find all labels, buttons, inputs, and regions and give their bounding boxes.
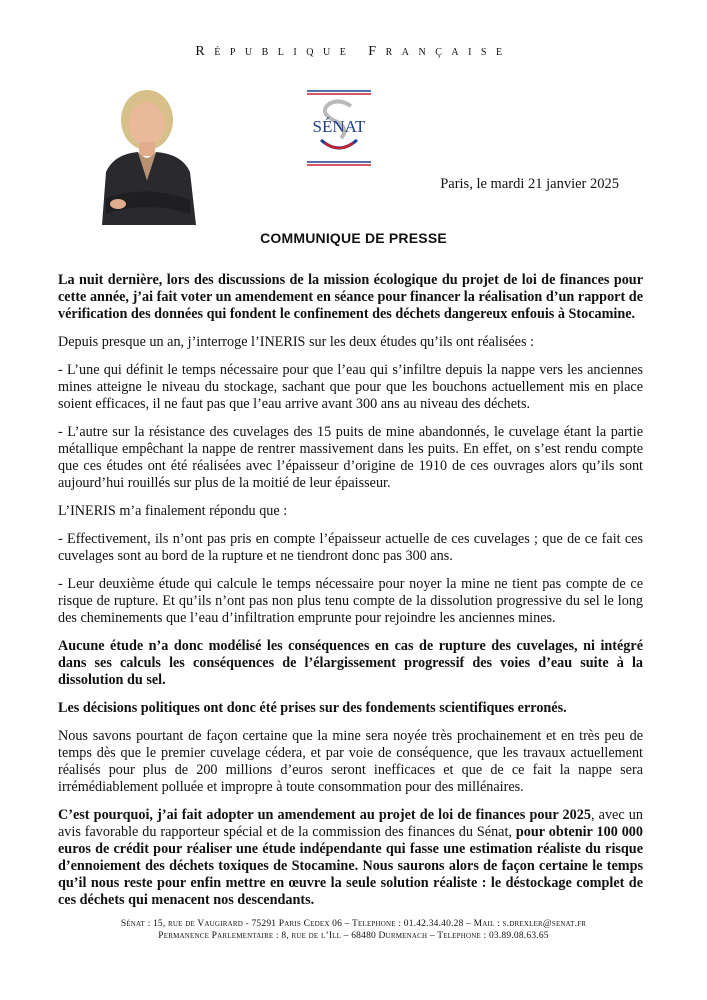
senator-portrait: [92, 80, 202, 225]
press-release-body: [58, 272, 643, 920]
paragraph-intro: La nuit dernière, lors des discussions de la mission écologique du projet de loi de finances pour cette année, j’ai fait voter un amendement en séance pour financer la réalisation d’un rapport de vérification des données qui fondent le confinement des déchets dangereux enfouis à Stocamine.: [58, 272, 643, 322]
paragraph-decisions: Les décisions politiques ont donc été prises sur des fondements scientifiques erronés.: [58, 700, 567, 716]
paragraph-no-study: Aucune étude n’a donc modélisé les conséquences en cas de rupture des cuvelages, ni intégré dans ses calculs les conséquences de l’élargissement progressif des voies d’eau suite à la dissolution du sel.: [58, 638, 643, 688]
paragraph-ineris-question: Depuis presque un an, j’interroge l’INERIS sur les deux études qu’ils ont réalisées :: [58, 334, 534, 350]
paragraph-answer-one: - Effectivement, ils n’ont pas pris en compte l’épaisseur actuelle de ces cuvelages ; que de ce fait ces cuvelages sont au bord de la rupture et ne tiendront donc pas 300 ans.: [58, 531, 643, 564]
senat-logo-text: SÉNAT: [312, 117, 366, 136]
footer-contact: [0, 918, 707, 942]
paragraph-certainty: Nous savons pourtant de façon certaine que la mine sera noyée très prochainement et en très peu de temps dès que le premier cuvelage cédera, et par voie de conséquence, que les travaux actuellement réalisés pour plus de 200 millions d’euros seront inefficaces et que de ce fait la nappe sera irrémédiablement polluée et impropre à toute consommation pour des millénaires.: [58, 728, 643, 795]
paragraph-answer-two: - Leur deuxième étude qui calcule le temps nécessaire pour noyer la mine ne tient pas compte de ce risque de rupture. Et qu’ils n’ont pas non plus tenu compte de la dissolution progressive du sel le long des cheminements que l’eau d’infiltration emprunte pour rejoindre les anciennes mines.: [58, 576, 643, 626]
senat-logo: [299, 88, 379, 168]
conclusion-part-b: , avec un avis favorable du rapporteur spécial et de la commission des finances du Sénat,: [58, 807, 643, 840]
paragraph-conclusion: [58, 807, 643, 909]
paragraph-study-two: - L’autre sur la résistance des cuvelages des 15 puits de mine abandonnés, le cuvelage étant la partie métallique empêchant la nappe de rentrer massivement dans les puits. En effet, on s’est rendu compte que ces études ont été réalisées avec l’épaisseur d’origine de 1910 de ces ouvrages alors qu’ils sont aujourd’hui rouillés sur plus de la moitié de leur épaisseur.: [58, 424, 643, 491]
footer-permanence-address: Permanence Parlementaire : 8, rue de l’Ill – 68480 Durmenach – Telephone : 03.89.08.63.65: [158, 931, 549, 941]
press-release-title: COMMUNIQUE DE PRESSE: [260, 230, 447, 246]
press-release-date: Paris, le mardi 21 janvier 2025: [440, 176, 619, 192]
conclusion-part-c: pour obtenir 100 000 euros de crédit pour réaliser une étude indépendante qui fasse une estimation réaliste du risque d’ennoiement des déchets toxiques de Stocamine. Nous saurons alors de façon certaine le temps qu’il nous reste pour enfin mettre en œuvre la seule solution réaliste : le déstockage complet de ces déchets qui menacent nos descendants.: [58, 824, 643, 908]
paragraph-ineris-answer: L’INERIS m’a finalement répondu que :: [58, 503, 288, 519]
footer-senat-address: Sénat : 15, rue de Vaugirard - 75291 Paris Cedex 06 – Telephone : 01.42.34.40.28 – Mail : s.drexler@senat.fr: [120, 919, 587, 929]
paragraph-study-one: - L’une qui définit le temps nécessaire pour que l’eau qui s’infiltre depuis la nappe vers les anciennes mines atteigne le niveau du stockage, sachant que pour que les bouchons actuellement mis en place soient efficaces, il ne faut pas que l’eau arrive avant 300 ans au niveau des déchets.: [58, 362, 643, 412]
republic-header: République Française: [195, 44, 512, 59]
conclusion-part-a: C’est pourquoi, j’ai fait adopter un amendement au projet de loi de finances pour 2025: [58, 807, 591, 823]
